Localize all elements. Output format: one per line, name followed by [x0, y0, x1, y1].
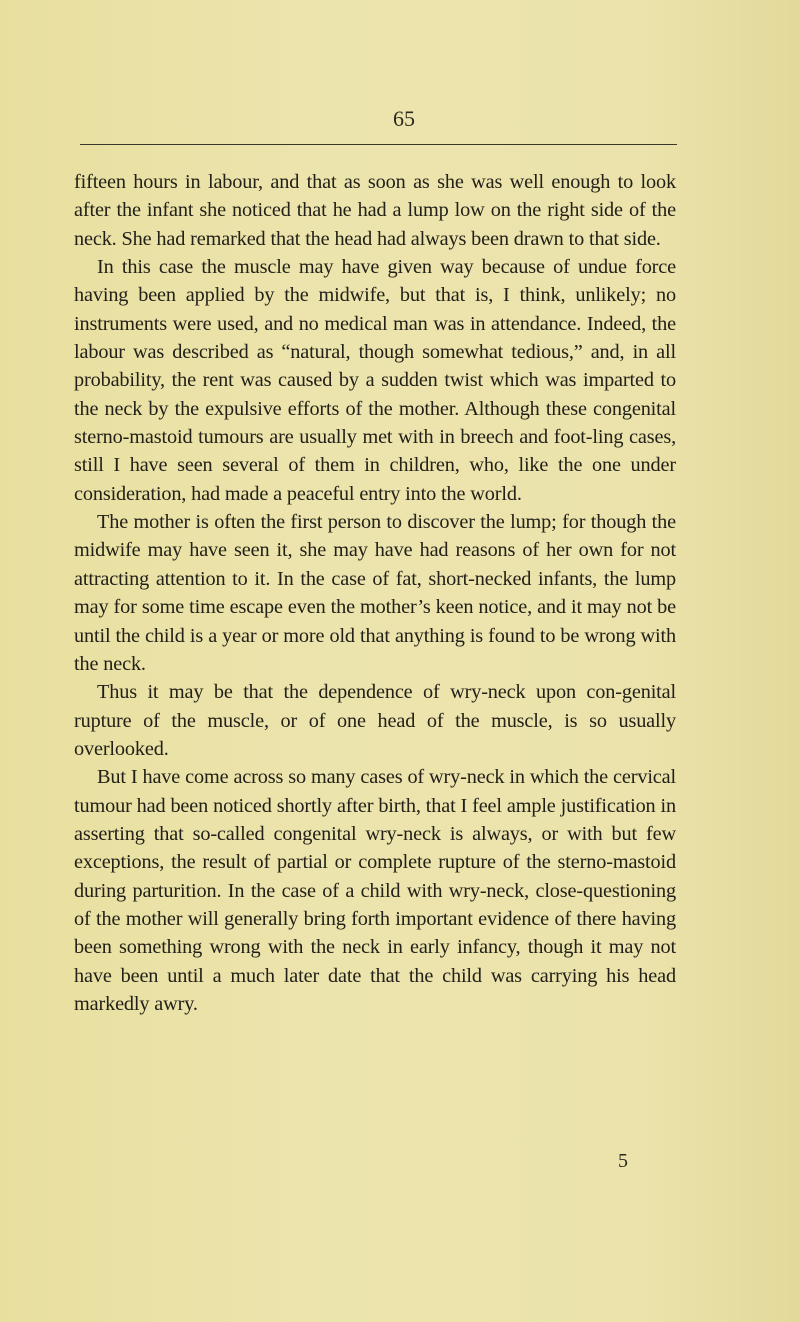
header-rule	[80, 144, 677, 145]
signature-mark: 5	[618, 1150, 628, 1172]
body-text	[74, 168, 676, 1018]
page-number: 65	[393, 106, 415, 131]
paragraph: fifteen hours in labour, and that as soon as she was well enough to look after the infant she noticed that he had a lump low on the right side of the neck. She had remarked that the head had always been drawn to that side.	[74, 171, 676, 250]
paragraph: Thus it may be that the dependence of wry-neck upon con-genital rupture of the muscle, or of one head of the muscle, is so usually overlooked.	[74, 681, 676, 760]
paragraph: But I have come across so many cases of wry-neck in which the cervical tumour had been noticed shortly after birth, that I feel ample justification in asserting that so-called congenital wry-neck is always, or with but few exceptions, the result of partial or complete rupture of the sterno-mastoid during parturition. In the case of a child with wry-neck, close-questioning of the mother will generally bring forth important evidence of there having been something wrong with the neck in early infancy, though it may not have been until a much later date that the child was carrying his head markedly awry.	[74, 766, 676, 1015]
paragraph: The mother is often the first person to discover the lump; for though the midwife may have seen it, she may have had reasons of her own for not attracting attention to it. In the case of fat, short-necked infants, the lump may for some time escape even the mother’s keen notice, and it may not be until the child is a year or more old that anything is found to be wrong with the neck.	[74, 511, 676, 675]
paragraph: In this case the muscle may have given way because of undue force having been applied by the midwife, but that is, I think, unlikely; no instruments were used, and no medical man was in attendance. Indeed, the labour was described as “natural, though somewhat tedious,” and, in all probability, the rent was caused by a sudden twist which was imparted to the neck by the expulsive efforts of the mother. Although these congenital sterno-mastoid tumours are usually met with in breech and foot-ling cases, still I have seen several of them in children, who, like the one under consideration, had made a peaceful entry into the world.	[74, 256, 676, 505]
